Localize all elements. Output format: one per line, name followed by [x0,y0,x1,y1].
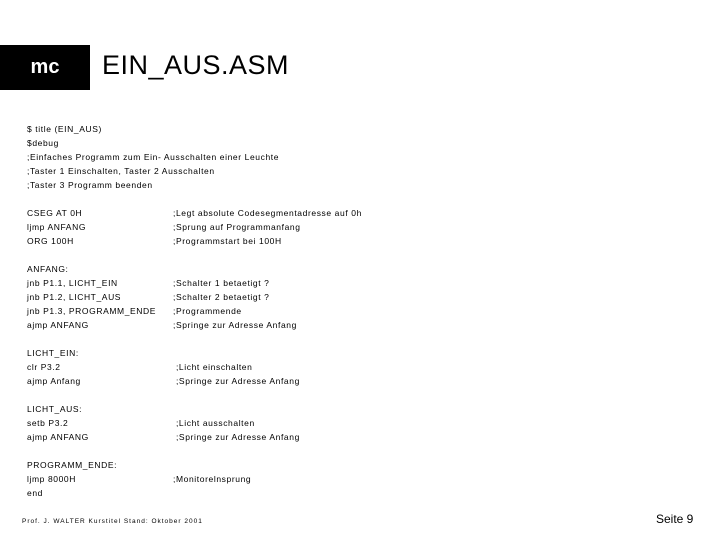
code-line: ;Taster 1 Einschalten, Taster 2 Ausschalten [27,166,215,176]
code-op: jnb P1.2, LICHT_AUS [27,292,122,302]
code-comment: ;Sprung auf Programmanfang [173,222,301,232]
code-op: ORG 100H [27,236,74,246]
code-label: ANFANG: [27,264,69,274]
code-comment: ;Legt absolute Codesegmentadresse auf 0h [173,208,362,218]
code-op: CSEG AT 0H [27,208,83,218]
code-comment: ;Schalter 2 betaetigt ? [173,292,270,302]
code-comment: ;Schalter 1 betaetigt ? [173,278,270,288]
code-line [27,430,627,444]
code-op: ajmp Anfang [27,376,81,386]
code-op: setb P3.2 [27,418,69,428]
page-title: EIN_AUS.ASM [102,50,290,80]
code-line [27,374,627,388]
code-line: $ title (EIN_AUS) [27,124,102,134]
code-line [27,220,627,234]
code-line: ;Taster 3 Programm beenden [27,180,153,190]
code-op: ljmp 8000H [27,474,76,484]
code-comment: ;Programmende [173,306,242,316]
code-line [27,472,627,486]
code-op: ajmp ANFANG [27,432,89,442]
code-comment: ;Springe zur Adresse Anfang [173,376,300,386]
code-op: ljmp ANFANG [27,222,87,232]
code-line [27,360,627,374]
code-line: $debug [27,138,59,148]
page-number: Seite 9 [656,512,694,526]
code-op: jnb P1.3, PROGRAMM_ENDE [27,306,157,316]
code-line [27,206,627,220]
code-listing [27,122,627,500]
code-op: ajmp ANFANG [27,320,89,330]
code-line: end [27,488,43,498]
code-line [27,304,627,318]
code-comment: ;Licht einschalten [173,362,253,372]
code-label: PROGRAMM_ENDE: [27,460,118,470]
code-label: LICHT_AUS: [27,404,83,414]
code-line [27,416,627,430]
code-line [27,290,627,304]
footer-credit: Prof. J. WALTER Kurstitel Stand: Oktober 2001 [22,518,203,525]
code-op: jnb P1.1, LICHT_EIN [27,278,118,288]
code-comment: ;Springe zur Adresse Anfang [173,432,300,442]
code-label: LICHT_EIN: [27,348,79,358]
code-line [27,318,627,332]
code-line: ;Einfaches Programm zum Ein- Ausschalten einer Leuchte [27,152,280,162]
code-line [27,234,627,248]
code-comment: ;Springe zur Adresse Anfang [173,320,297,330]
code-line [27,276,627,290]
logo-text: mc [30,56,60,78]
logo-badge [0,45,90,90]
code-comment: ;Monitorelnsprung [173,474,252,484]
code-op: clr P3.2 [27,362,61,372]
code-comment: ;Programmstart bei 100H [173,236,282,246]
code-comment: ;Licht ausschalten [173,418,255,428]
